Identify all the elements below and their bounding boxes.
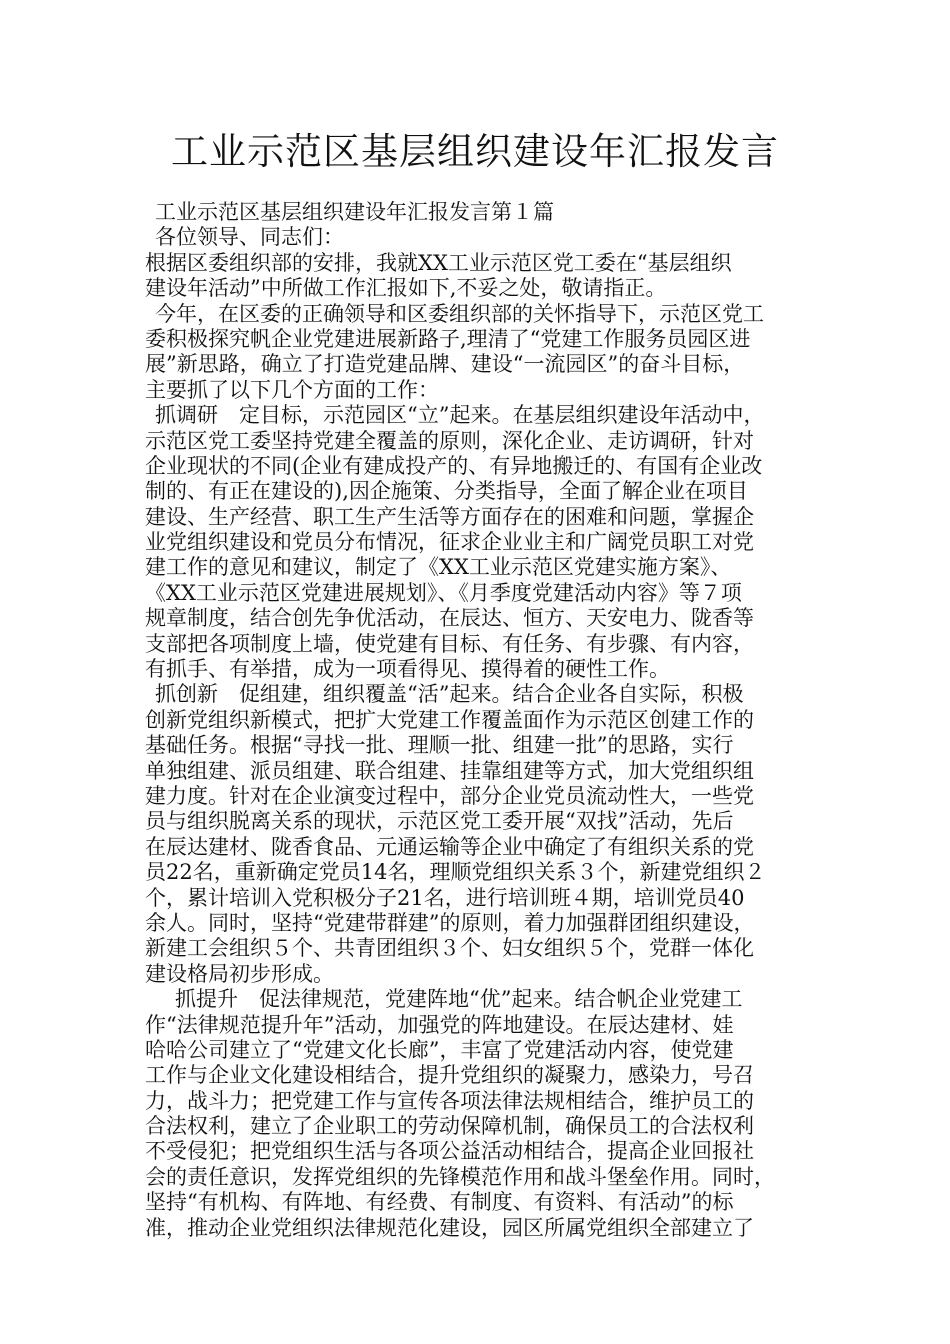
text-line: 规章制度，结合创先争优活动，在辰达、恒方、天安电力、陇香等: [145, 606, 754, 631]
text-line: 个，累计培训入党积极分子21名，进行培训班４期，培训党员40: [145, 885, 745, 910]
text-line: 会的责任意识，发挥党组织的先锋模范作用和战斗堡垒作用。同时，: [145, 1164, 775, 1189]
text-line: 今年，在区委的正确领导和区委组织部的关怀指导下，示范区党工: [155, 301, 764, 326]
text-line: 抓调研 定目标，示范园区“立”起来。在基层组织建设年活动中，: [155, 403, 765, 428]
text-line: 支部把各项制度上墙，使党建有目标、有任务、有步骤、有内容，: [145, 631, 754, 656]
text-line: 工业示范区基层组织建设年汇报发言第１篇: [155, 200, 554, 224]
text-line: 合法权利，建立了企业职工的劳动保障机制，确保员工的合法权利: [145, 1114, 754, 1139]
document-body: [145, 200, 835, 1241]
text-line: 建力度。针对在企业演变过程中，部分企业党员流动性大，一些党: [145, 783, 754, 808]
text-line: 基础任务。根据“寻找一批、理顺一批、组建一批”的思路，实行: [145, 733, 734, 758]
text-line: 业党组织建设和党员分布情况，征求企业业主和广阔党员职工对党: [145, 530, 754, 555]
text-line: 主要抓了以下几个方面的工作：: [145, 377, 439, 402]
text-line: 员与组织脱离关系的现状，示范区党工委开展“双找”活动，先后: [145, 809, 734, 834]
text-line: 坚持“有机构、有阵地、有经费、有制度、有资料、有活动”的标: [145, 1190, 734, 1215]
text-line: 哈哈公司建立了“党建文化长廊”，丰富了党建活动内容，使党建: [145, 1037, 734, 1062]
text-line: 在辰达建材、陇香食品、元通运输等企业中确定了有组织关系的党: [145, 834, 754, 859]
text-line: 各位领导、同志们：: [155, 225, 344, 250]
text-line: 企业现状的不同(企业有建成投产的、有异地搬迁的、有国有企业改: [145, 453, 763, 478]
text-line: 根据区委组织部的安排，我就XX工业示范区党工委在“基层组织: [145, 250, 732, 275]
text-line: 新建工会组织５个、共青团组织３个、妇女组织５个，党群一体化: [145, 936, 754, 961]
text-line: 示范区党工委坚持党建全覆盖的原则，深化企业、走访调研，针对: [145, 428, 754, 453]
text-line: 余人。同时，坚持“党建带群建”的原则，着力加强群团组织建设，: [145, 910, 755, 935]
text-line: 抓创新 促组建，组织覆盖“活”起来。结合企业各自实际，积极: [155, 682, 744, 707]
text-line: 准，推动企业党组织法律规范化建设，园区所属党组织全部建立了: [145, 1215, 754, 1240]
text-line: 力，战斗力；把党建工作与宣传各项法律法规相结合，维护员工的: [145, 1088, 754, 1113]
text-line: 建设年活动”中所做工作汇报如下,不妥之处，敬请指正。: [145, 276, 667, 301]
text-line: 不受侵犯；把党组织生活与各项公益活动相结合，提高企业回报社: [145, 1139, 754, 1164]
text-line: 建设格局初步形成。: [145, 961, 334, 986]
text-line: 作“法律规范提升年”活动，加强党的阵地建设。在辰达建材、娃: [145, 1012, 734, 1037]
text-line: 展”新思路，确立了打造党建品牌、建设“一流园区”的奋斗目标，: [145, 352, 745, 377]
text-line: 委积极探究帆企业党建进展新路子,理清了“党建工作服务员园区进: [145, 326, 751, 351]
text-line: 有抓手、有举措，成为一项看得见、摸得着的硬性工作。: [145, 657, 670, 682]
text-line: 创新党组织新模式，把扩大党建工作覆盖面作为示范区创建工作的: [145, 707, 754, 732]
text-line: 单独组建、派员组建、联合组建、挂靠组建等方式，加大党组织组: [145, 758, 754, 783]
text-line: 工作与企业文化建设相结合，提升党组织的凝聚力，感染力，号召: [145, 1063, 754, 1088]
text-line: 《XX工业示范区党建进展规划》、《月季度党建活动内容》等７项: [145, 580, 742, 605]
text-line: 建设、生产经营、职工生产生活等方面存在的困难和问题，掌握企: [145, 504, 754, 529]
text-line: 建工作的意见和建议，制定了《XX工业示范区党建实施方案》、: [145, 555, 732, 580]
text-line: 员22名，重新确定党员14名，理顺党组织关系３个，新建党组织２: [145, 860, 766, 885]
text-line: 抓提升 促法律规范，党建阵地“优”起来。结合帆企业党建工: [175, 987, 743, 1012]
document-title: 工业示范区基层组织建设年汇报发言: [171, 130, 779, 173]
text-line: 制的、有正在建设的),因企施策、分类指导，全面了解企业在项目: [145, 479, 748, 504]
